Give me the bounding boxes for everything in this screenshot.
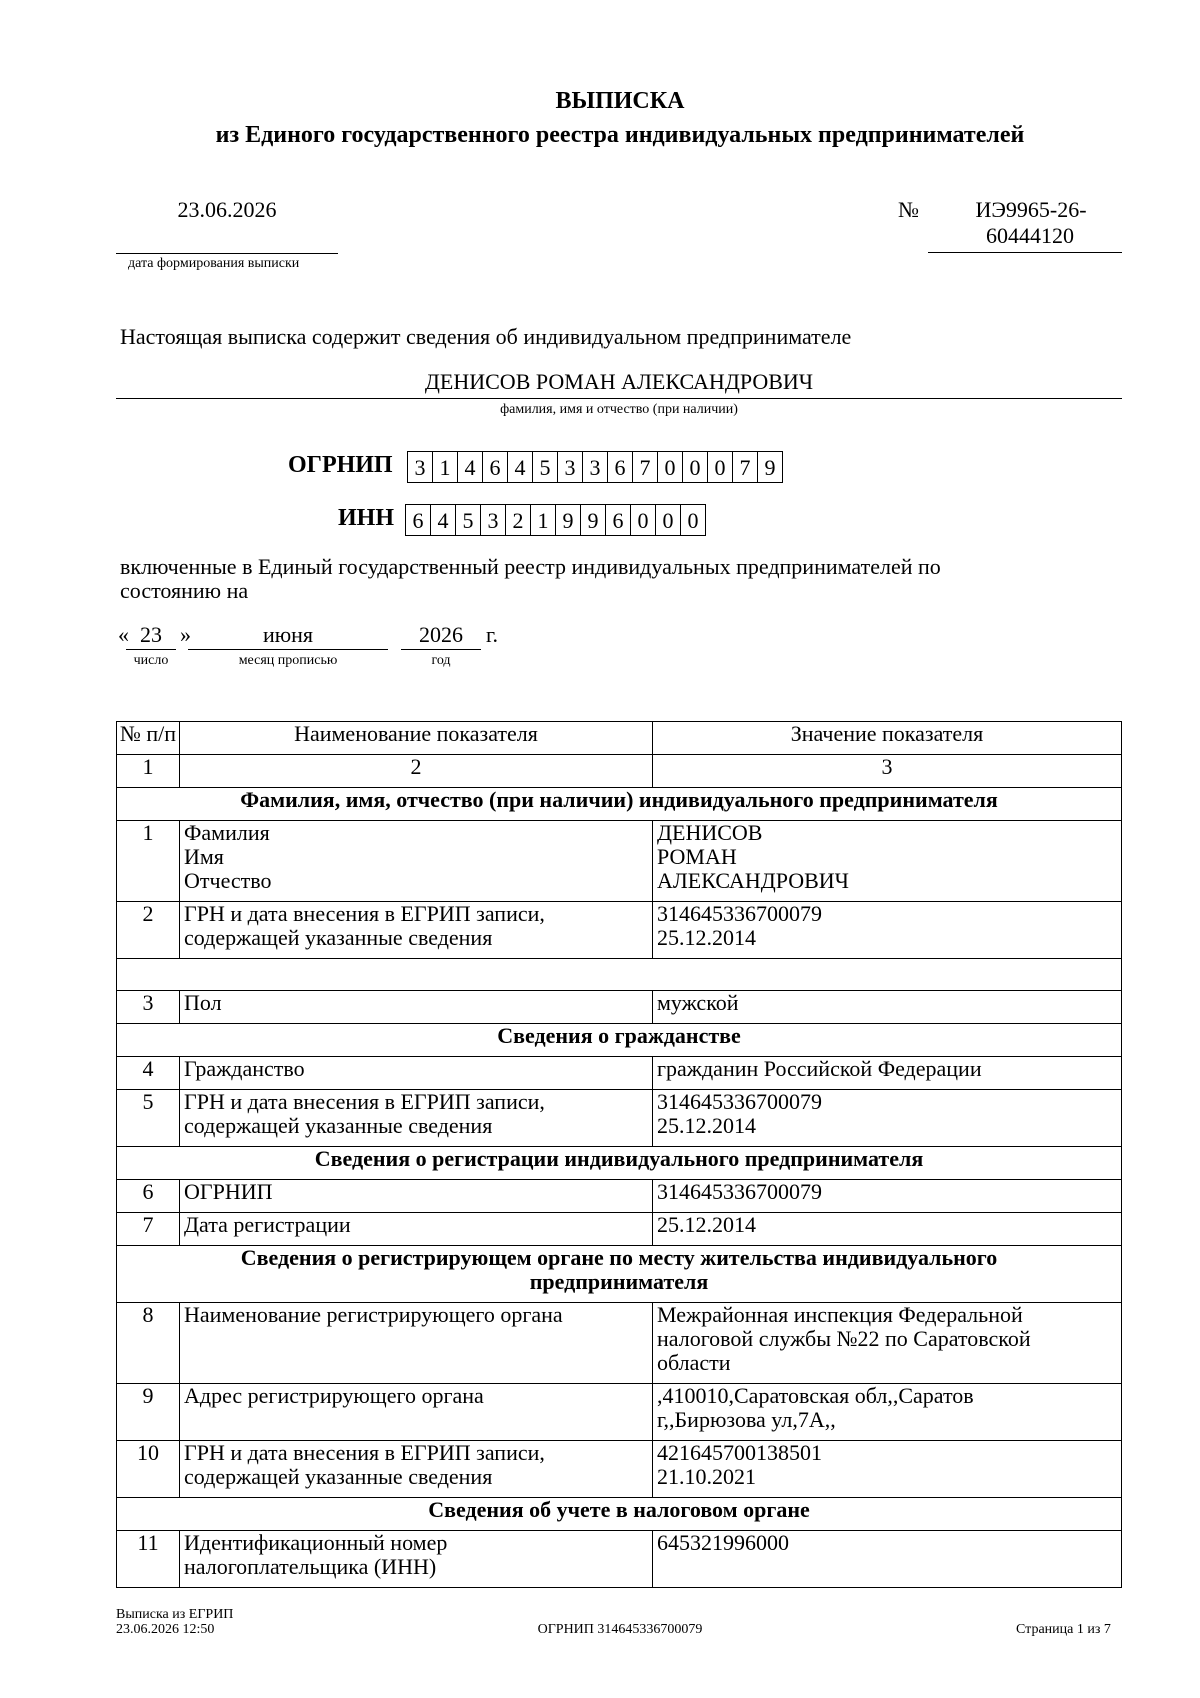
row-name: Наименование регистрирующего органа (180, 1303, 653, 1384)
ogrnip-digit: 6 (482, 451, 508, 483)
quote-open: « (118, 622, 129, 647)
inn-digit: 5 (455, 504, 481, 536)
status-text-line2: состоянию на (120, 578, 249, 603)
section-row (117, 1024, 1122, 1057)
intro-text: Настоящая выписка содержит сведения об индивидуальном предпринимателе (120, 324, 852, 349)
status-text-line1: включенные в Единый государственный реестр индивидуальных предпринимателей по (120, 554, 941, 579)
row-value-line: АЛЕКСАНДРОВИЧ (657, 868, 849, 893)
inn-digit: 3 (480, 504, 506, 536)
row-number: 7 (117, 1213, 180, 1246)
row-value-line: 421645700138501 (657, 1440, 822, 1465)
row-value-line: ДЕНИСОВ (657, 820, 763, 845)
column-number: 1 (117, 755, 180, 788)
inn-digit: 0 (680, 504, 706, 536)
row-name-line: содержащей указанные сведения (184, 1113, 493, 1138)
inn-label: ИНН (338, 505, 395, 531)
ogrnip-digit: 1 (432, 451, 458, 483)
person-name-caption: фамилия, имя и отчество (при наличии) (500, 402, 738, 417)
table-header-row (117, 722, 1122, 755)
status-month: июня (188, 622, 388, 650)
ogrnip-digit: 5 (532, 451, 558, 483)
section-citizenship: Сведения о гражданстве (117, 1024, 1122, 1057)
row-number: 9 (117, 1384, 180, 1441)
row-name-line: содержащей указанные сведения (184, 1464, 493, 1489)
row-value-line: РОМАН (657, 844, 737, 869)
ogrnip-digit: 0 (657, 451, 683, 483)
row-name (180, 1531, 653, 1588)
inn-digits (405, 504, 706, 536)
inn-digit: 6 (605, 504, 631, 536)
year-caption: год (431, 653, 451, 668)
ogrnip-digit: 7 (632, 451, 658, 483)
footer-datetime: 23.06.2026 12:50 (116, 1622, 215, 1637)
section-registration: Сведения о регистрации индивидуального предпринимателя (117, 1147, 1122, 1180)
empty-cell (117, 959, 1122, 991)
row-value-line: области (657, 1350, 731, 1375)
ogrnip-digit: 9 (757, 451, 783, 483)
row-value (653, 1303, 1122, 1384)
table-row (117, 991, 1122, 1024)
row-name (180, 821, 653, 902)
document-title: ВЫПИСКА (555, 88, 685, 114)
ogrnip-digit: 4 (457, 451, 483, 483)
extract-number (928, 197, 1122, 253)
header-indicator-name: Наименование показателя (180, 722, 653, 755)
section-line: Сведения о регистрирующем органе по месту жительства индивидуального (240, 1245, 998, 1270)
day-caption: число (133, 653, 169, 668)
ogrnip-digit: 3 (557, 451, 583, 483)
section-line: предпринимателя (529, 1269, 709, 1294)
extract-number-line2: 60444120 (986, 223, 1074, 248)
table-row (117, 1303, 1122, 1384)
row-name (180, 1090, 653, 1147)
section-row (117, 1147, 1122, 1180)
ogrnip-digit: 4 (507, 451, 533, 483)
row-value-line: налоговой службы №22 по Саратовской (657, 1326, 1031, 1351)
table-row (117, 1090, 1122, 1147)
row-value: 645321996000 (653, 1531, 1122, 1588)
quote-close: » (180, 622, 191, 647)
row-value-line: 25.12.2014 (657, 925, 756, 950)
table-row (117, 902, 1122, 959)
row-value: мужской (653, 991, 1122, 1024)
row-name-line: ГРН и дата внесения в ЕГРИП записи, (184, 1089, 545, 1114)
inn-digit: 2 (505, 504, 531, 536)
inn-digit: 0 (630, 504, 656, 536)
row-value (653, 902, 1122, 959)
row-number: 1 (117, 821, 180, 902)
column-number: 3 (653, 755, 1122, 788)
table-row (117, 1531, 1122, 1588)
table-row (117, 1057, 1122, 1090)
row-name-line: Идентификационный номер (184, 1530, 448, 1555)
row-number: 6 (117, 1180, 180, 1213)
section-row (117, 1498, 1122, 1531)
ogrnip-digit: 0 (707, 451, 733, 483)
row-name-line: Фамилия (184, 820, 270, 845)
section-tax: Сведения об учете в налоговом органе (117, 1498, 1122, 1531)
row-name: Пол (180, 991, 653, 1024)
formation-date: 23.06.2026 (116, 197, 338, 254)
row-name-line: налогоплательщика (ИНН) (184, 1554, 437, 1579)
table-row (117, 1213, 1122, 1246)
inn-digit: 1 (530, 504, 556, 536)
status-text (120, 555, 941, 603)
month-caption: месяц прописью (238, 653, 338, 668)
section-row (117, 1246, 1122, 1303)
formation-date-caption: дата формирования выписки (128, 256, 300, 271)
ogrnip-digit: 7 (732, 451, 758, 483)
row-name: ОГРНИП (180, 1180, 653, 1213)
number-sign: № (898, 197, 919, 222)
row-name-line: ГРН и дата внесения в ЕГРИП записи, (184, 1440, 545, 1465)
extract-number-line1: ИЭ9965-26- (975, 197, 1087, 222)
footer-left (116, 1607, 233, 1637)
document-subtitle: из Единого государственного реестра индивидуальных предпринимателей (215, 122, 1025, 148)
row-value-line: ,410010,Саратовская обл,,Саратов (657, 1383, 974, 1408)
row-value-line: 314645336700079 (657, 901, 822, 926)
row-number: 10 (117, 1441, 180, 1498)
row-name-line: Имя (184, 844, 224, 869)
row-value-line: 21.10.2021 (657, 1464, 756, 1489)
row-number: 8 (117, 1303, 180, 1384)
row-name-line: Отчество (184, 868, 272, 893)
row-value (653, 1384, 1122, 1441)
status-day: 23 (126, 622, 176, 650)
row-value (653, 1441, 1122, 1498)
row-name: Гражданство (180, 1057, 653, 1090)
header-number: № п/п (117, 722, 180, 755)
inn-digit: 0 (655, 504, 681, 536)
row-value-line: г,,Бирюзова ул,7А,, (657, 1407, 836, 1432)
row-name-line: ГРН и дата внесения в ЕГРИП записи, (184, 901, 545, 926)
table-row (117, 1441, 1122, 1498)
row-value-line: 25.12.2014 (657, 1113, 756, 1138)
row-value-line: Межрайонная инспекция Федеральной (657, 1302, 1023, 1327)
extract-table (116, 721, 1122, 1588)
column-number: 2 (180, 755, 653, 788)
section-row (117, 788, 1122, 821)
row-value: 314645336700079 (653, 1180, 1122, 1213)
row-name (180, 1441, 653, 1498)
row-value (653, 821, 1122, 902)
inn-digit: 4 (430, 504, 456, 536)
table-column-numbers-row (117, 755, 1122, 788)
footer-ogrnip: ОГРНИП 314645336700079 (537, 1622, 703, 1637)
empty-row (117, 959, 1122, 991)
row-number: 4 (117, 1057, 180, 1090)
inn-digit: 6 (405, 504, 431, 536)
row-value: 25.12.2014 (653, 1213, 1122, 1246)
row-number: 5 (117, 1090, 180, 1147)
status-year: 2026 (401, 622, 481, 650)
inn-digit: 9 (555, 504, 581, 536)
ogrnip-digit: 0 (682, 451, 708, 483)
table-row (117, 821, 1122, 902)
row-name-line: содержащей указанные сведения (184, 925, 493, 950)
table-row (117, 1384, 1122, 1441)
status-year-suffix: г. (486, 622, 499, 647)
row-number: 3 (117, 991, 180, 1024)
footer-page: Страница 1 из 7 (1016, 1622, 1111, 1637)
row-value-line: 314645336700079 (657, 1089, 822, 1114)
person-name: ДЕНИСОВ РОМАН АЛЕКСАНДРОВИЧ (116, 369, 1122, 399)
header-indicator-value: Значение показателя (653, 722, 1122, 755)
ogrnip-digit: 6 (607, 451, 633, 483)
row-name: Дата регистрации (180, 1213, 653, 1246)
ogrnip-digit: 3 (407, 451, 433, 483)
table-row (117, 1180, 1122, 1213)
section-fio: Фамилия, имя, отчество (при наличии) индивидуального предпринимателя (117, 788, 1122, 821)
ogrnip-label: ОГРНИП (288, 452, 393, 478)
row-name: Адрес регистрирующего органа (180, 1384, 653, 1441)
row-number: 2 (117, 902, 180, 959)
row-name (180, 902, 653, 959)
ogrnip-digit: 3 (582, 451, 608, 483)
row-value: гражданин Российской Федерации (653, 1057, 1122, 1090)
row-value (653, 1090, 1122, 1147)
section-reg-authority (117, 1246, 1122, 1303)
inn-digit: 9 (580, 504, 606, 536)
footer-doc-name: Выписка из ЕГРИП (116, 1607, 234, 1622)
row-number: 11 (117, 1531, 180, 1588)
ogrnip-digits (407, 451, 783, 483)
